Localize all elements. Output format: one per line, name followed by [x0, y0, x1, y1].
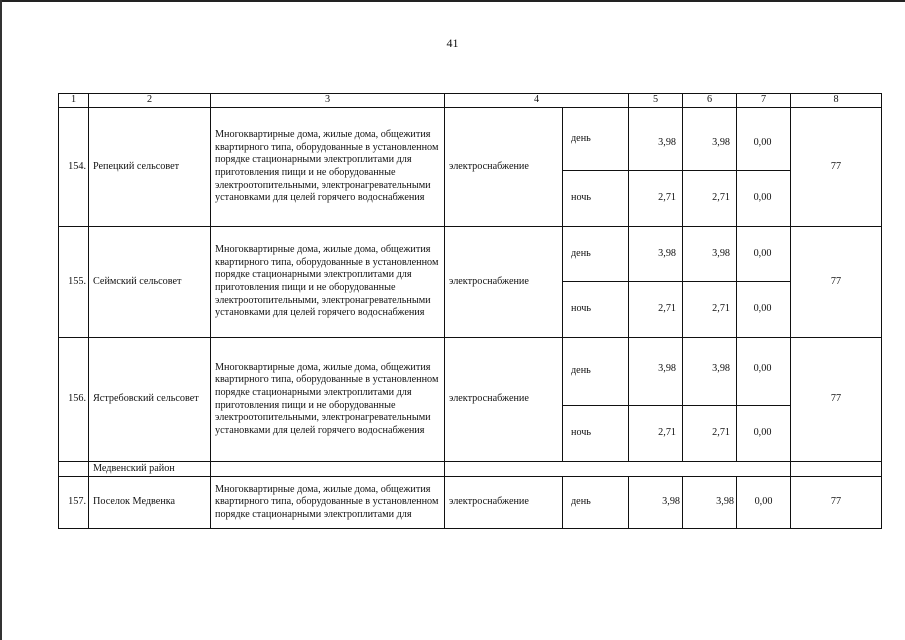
- value-col5: 2,71: [629, 406, 683, 462]
- value-col6: 3,98: [683, 477, 737, 529]
- district-num-cell: [59, 462, 89, 477]
- value-col7: 0,00: [737, 406, 791, 462]
- header-cell: 5: [629, 94, 683, 108]
- header-cell: 8: [791, 94, 882, 108]
- value-col7: 0,00: [737, 227, 791, 282]
- service-type: электроснабжение: [445, 227, 563, 338]
- value-col6: 2,71: [683, 282, 737, 338]
- service-type: электроснабжение: [445, 477, 563, 529]
- header-cell: 3: [211, 94, 445, 108]
- header-row: [59, 94, 882, 108]
- locality-name: Поселок Медвенка: [89, 477, 211, 529]
- value-col5: 3,98: [629, 108, 683, 171]
- locality-name: Сеймский сельсовет: [89, 227, 211, 338]
- period-day: день: [563, 227, 629, 282]
- value-col5: 2,71: [629, 282, 683, 338]
- header-cell: 1: [59, 94, 89, 108]
- period-day: день: [563, 477, 629, 529]
- row-number: 156.: [59, 338, 89, 462]
- period-night: ночь: [563, 406, 629, 462]
- page-number: 41: [446, 36, 459, 50]
- period-night: ночь: [563, 171, 629, 227]
- value-col6: 3,98: [683, 108, 737, 171]
- row-number: 155.: [59, 227, 89, 338]
- value-col6: 3,98: [683, 338, 737, 406]
- value-col7: 0,00: [737, 171, 791, 227]
- header-cell: 7: [737, 94, 791, 108]
- period-night: ночь: [563, 282, 629, 338]
- empty-cell: [445, 462, 791, 477]
- table-row: [59, 227, 882, 282]
- table-row: [59, 338, 882, 406]
- header-cell: 4: [445, 94, 629, 108]
- value-col8: 77: [791, 477, 882, 529]
- value-col8: 77: [791, 338, 882, 462]
- value-col8: 77: [791, 108, 882, 227]
- value-col7: 0,00: [737, 282, 791, 338]
- header-cell: 2: [89, 94, 211, 108]
- district-name: Медвенский район: [89, 462, 211, 477]
- consumer-description: Многоквартирные дома, жилые дома, общежития квартирного типа, оборудованные в установленном порядке стационарными электроплитами для приготовления пищи и не оборудованные электроотопительными, электронагревательными установками для целей горячего водоснабжения: [211, 108, 445, 227]
- period-day: день: [563, 108, 629, 171]
- value-col7: 0,00: [737, 108, 791, 171]
- page-border-top: [0, 0, 905, 2]
- service-type: электроснабжение: [445, 108, 563, 227]
- service-type: электроснабжение: [445, 338, 563, 462]
- consumer-description: Многоквартирные дома, жилые дома, общежития квартирного типа, оборудованные в установленном порядке стационарными электроплитами для приготовления пищи и не оборудованные электроотопительными, электронагревательными установками для целей горячего водоснабжения: [211, 227, 445, 338]
- tariff-table: [58, 93, 882, 529]
- value-col8: 77: [791, 227, 882, 338]
- page-border-left: [0, 0, 2, 640]
- value-col6: 3,98: [683, 227, 737, 282]
- locality-name: Репецкий сельсовет: [89, 108, 211, 227]
- header-cell: 6: [683, 94, 737, 108]
- value-col6: 2,71: [683, 406, 737, 462]
- locality-name: Ястребовский сельсовет: [89, 338, 211, 462]
- value-col7: 0,00: [737, 477, 791, 529]
- row-number: 157.: [59, 477, 89, 529]
- table-row: [59, 477, 882, 529]
- district-row: [59, 462, 882, 477]
- consumer-description: Многоквартирные дома, жилые дома, общежития квартирного типа, оборудованные в установленном порядке стационарными электроплитами для: [211, 477, 445, 529]
- consumer-description: Многоквартирные дома, жилые дома, общежития квартирного типа, оборудованные в установленном порядке стационарными электроплитами для приготовления пищи и не оборудованные электроотопительными, электронагревательными установками для целей горячего водоснабжения: [211, 338, 445, 462]
- empty-cell: [211, 462, 445, 477]
- value-col7: 0,00: [737, 338, 791, 406]
- value-col5: 3,98: [629, 338, 683, 406]
- period-day: день: [563, 338, 629, 406]
- value-col5: 2,71: [629, 171, 683, 227]
- table-row: [59, 108, 882, 171]
- empty-cell: [791, 462, 882, 477]
- value-col5: 3,98: [629, 477, 683, 529]
- value-col5: 3,98: [629, 227, 683, 282]
- value-col6: 2,71: [683, 171, 737, 227]
- row-number: 154.: [59, 108, 89, 227]
